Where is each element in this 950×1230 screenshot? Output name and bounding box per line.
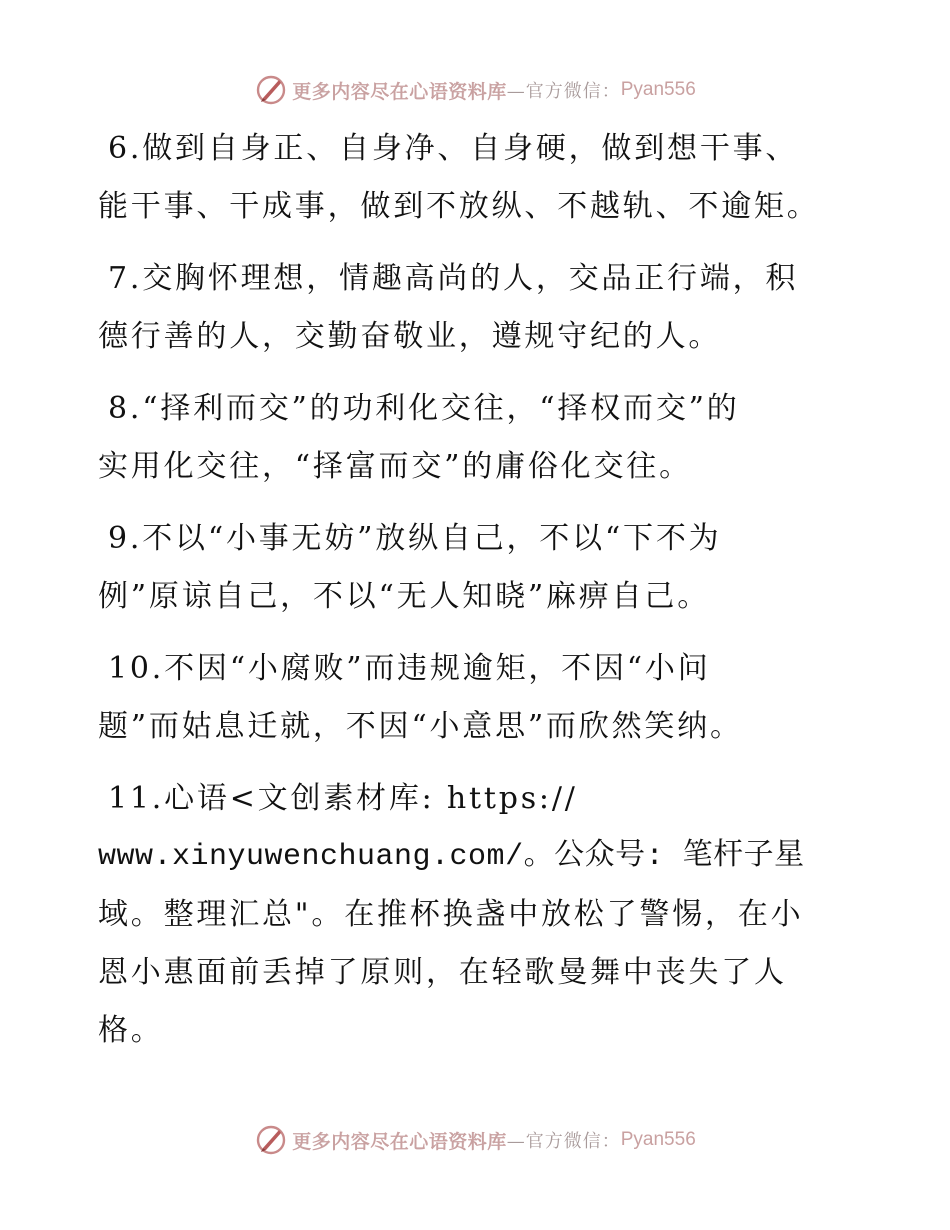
- text-line: 8.“择利而交”的功利化交往，“择权而交”的: [108, 391, 740, 426]
- text-line: 例”原谅自己，不以“无人知晓”麻痹自己。: [98, 579, 711, 614]
- header-banner: [0, 70, 950, 110]
- text-line: 题”而姑息迁就，不因“小意思”而欣然笑纳。: [98, 709, 743, 744]
- text-line: 11.心语<文创素材库: https://: [108, 781, 578, 816]
- body-text: [98, 120, 838, 1074]
- quill-pen-logo-icon: [254, 1123, 288, 1157]
- paragraph-11: [98, 770, 838, 1060]
- text-line: 6.做到自身正、自身净、自身硬，做到想干事、: [108, 131, 799, 166]
- paragraph-9: [98, 510, 838, 626]
- header-wechat-id: Pyan556: [620, 79, 696, 100]
- quill-pen-logo-icon: [254, 73, 288, 107]
- header-wechat-label: —官方微信：: [506, 81, 621, 102]
- text-line: 域。整理汇总"。在推杯换盏中放松了警惕，在小: [98, 897, 804, 932]
- header-title: 更多内容尽在心语资料库: [292, 80, 507, 103]
- footer-title: 更多内容尽在心语资料库: [292, 1130, 507, 1153]
- text-line-url: www.xinyuwenchuang.com/。公众号: 笔杆子星: [98, 840, 805, 874]
- text-line: 德行善的人，交勤奋敬业，遵规守纪的人。: [98, 319, 722, 354]
- footer-banner: [0, 1120, 950, 1160]
- text-line: 7.交胸怀理想，情趣高尚的人，交品正行端，积: [108, 261, 799, 296]
- paragraph-10: [98, 640, 838, 756]
- text-line: 恩小惠面前丢掉了原则，在轻歌曼舞中丧失了人: [98, 955, 787, 990]
- text-line: 能干事、干成事，做到不放纵、不越轨、不逾矩。: [98, 189, 820, 224]
- paragraph-6: [98, 120, 838, 236]
- text-line: 10.不因“小腐败”而违规逾矩，不因“小问: [108, 651, 711, 686]
- text-line: 格。: [98, 1013, 164, 1048]
- paragraph-7: [98, 250, 838, 366]
- footer-wechat-id: Pyan556: [620, 1129, 696, 1150]
- text-line: 实用化交往，“择富而交”的庸俗化交往。: [98, 449, 692, 484]
- paragraph-8: [98, 380, 838, 496]
- footer-wechat-label: —官方微信：: [506, 1131, 621, 1152]
- text-line: 9.不以“小事无妨”放纵自己，不以“下不为: [108, 521, 722, 556]
